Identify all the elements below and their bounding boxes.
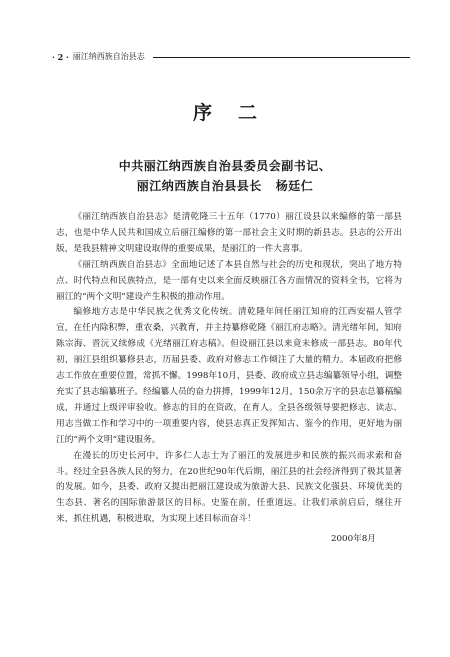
signature-date: 2000年8月 [330,534,376,544]
author-position-line: 中共丽江纳西族自治县委员会副书记、 [118,159,332,173]
preface-body [56,210,402,528]
header-rule [153,57,410,58]
paragraph: 编修地方志是中华民族之优秀文化传统。清乾隆年间任丽江知府的江西安福人管学宣，在任内除积弊，重农桑，兴教育，并主持纂修乾隆《丽江府志略》。清光绪年间，知府陈宗海、晋沅又续修成《光绪丽江府志稿》。但设丽江县以来竟未修成一部县志。80年代初，丽江县组织纂修县志，历届县委、政府对修志工作倾注了大量的精力。本届政府把修志工作放在重要位置，常抓不懈。1998年10月，县委、政府成立县志编纂领导小组，调整充实了县志编纂班子。经编纂人员的奋力拼搏，1999年12月，150余万字的县志总纂稿编成，并通过上级评审验收。修志的目的在资政，在育人。全县各级领导要把修志、读志、用志当做工作和学习中的一项重要内容，使县志真正发挥知古、鉴今的作用，更好地为丽江的“两个文明”建设服务。 [56,307,402,445]
author-role: 丽江纳西族自治县县长 [136,179,262,193]
author-line [0,177,450,194]
author-name: 杨廷仁 [275,179,314,193]
preface-title: 序二 [192,102,283,124]
page-number: · 2 · [52,52,69,62]
paragraph: 《丽江纳西族自治县志》是清乾隆三十五年（1770）丽江设县以来编修的第一部县志，也是中华人民共和国成立后丽江编修的第一部社会主义时期的新县志。县志的公开出版，是我县精神文明建设取得的重要成果，是丽江的一件大喜事。 [56,212,402,254]
book-title: 丽江纳西族自治县志 [72,52,145,61]
paragraph: 在漫长的历史长河中，许多仁人志士为了丽江的发展进步和民族的振兴而求索和奋斗。经过全县各族人民的努力，在20世纪90年代后期，丽江县的社会经济得到了极其显著的发展。如今，县委、政府又提出把丽江建设成为旅游大县、民族文化强县、环境优美的生态县、著名的国际旅游景区的目标。史鉴在前，任重道远。让我们承前启后，继往开来，抓住机遇，积极进取，为实现上述目标而奋斗！ [56,450,402,525]
paragraph: 《丽江纳西族自治县志》全面地记述了本县自然与社会的历史和现状，突出了地方特点、时代特点和民族特点，是一部有史以来全面反映丽江各方面情况的资料全书，它将为丽江的“两个文明”建设产生积极的推动作用。 [56,259,402,302]
running-header [52,51,410,63]
